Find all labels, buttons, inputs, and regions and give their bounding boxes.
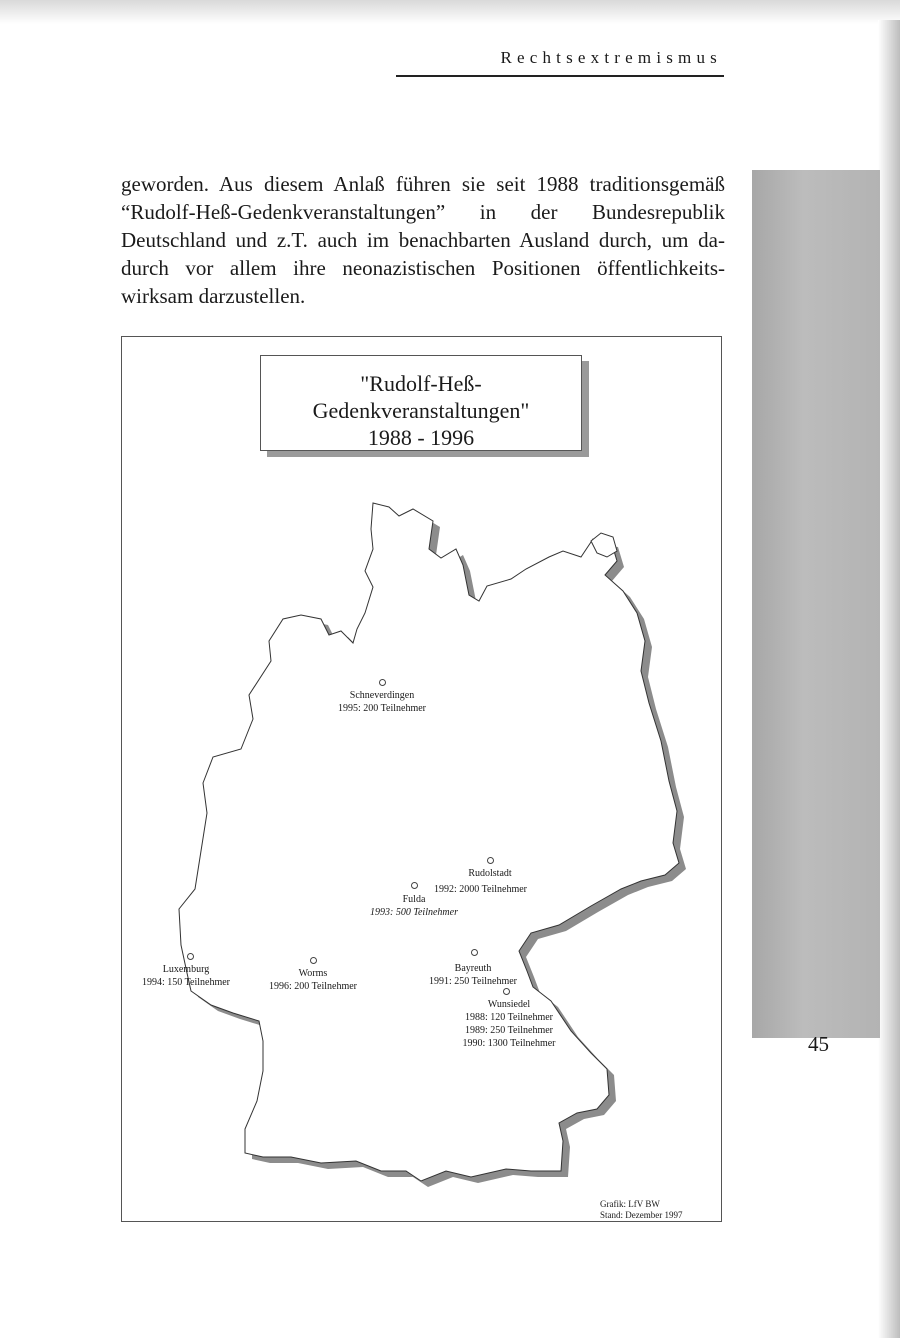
location-label-schneverdingen [322, 689, 442, 715]
scan-top-shadow [0, 0, 900, 24]
location-marker-rudolstadt [487, 857, 494, 864]
body-line: wirksam darzustellen. [121, 284, 306, 308]
body-line: geworden. Aus diesem Anlaß führen sie seit 1988 traditionsgemäß [121, 172, 725, 196]
location-name: Bayreuth [454, 963, 492, 974]
location-label-wunsiedel [450, 998, 568, 1050]
location-name: Schneverdingen [349, 690, 415, 701]
chapter-side-tab [752, 170, 880, 1038]
figure-credit [600, 1199, 682, 1221]
location-marker-wunsiedel [503, 988, 510, 995]
location-event: 1989: 250 Teilnehmer [465, 1025, 553, 1036]
location-name: Wunsiedel [487, 999, 531, 1010]
location-event: 1996: 200 Teilnehmer [269, 981, 357, 992]
location-event: 1993: 500 Teilnehmer [370, 907, 458, 918]
germany-map [122, 337, 721, 1221]
body-line: Deutschland und z.T. auch im benachbarten Ausland durch, um da- [121, 228, 725, 252]
location-event: 1992: 2000 Teilnehmer [434, 884, 527, 895]
location-label-bayreuth [418, 962, 528, 988]
map-figure [121, 336, 722, 1222]
location-event: 1988: 120 Teilnehmer [465, 1012, 553, 1023]
location-event: 1995: 200 Teilnehmer [338, 703, 426, 714]
title-line: Gedenkveranstaltungen" [312, 398, 530, 423]
body-line: durch vor allem ihre neonazistischen Positionen öffentlichkeits- [121, 256, 725, 280]
location-name: Fulda [402, 894, 426, 905]
page-number: 45 [808, 1032, 829, 1056]
credit-line: Stand: Dezember 1997 [600, 1210, 683, 1220]
location-event: 1994: 150 Teilnehmer [142, 977, 230, 988]
credit-line: Grafik: LfV BW [600, 1199, 660, 1209]
location-marker-worms [310, 957, 317, 964]
location-event: 1991: 250 Teilnehmer [429, 976, 517, 987]
location-marker-fulda [411, 882, 418, 889]
location-marker-bayreuth [471, 949, 478, 956]
location-marker-schneverdingen [379, 679, 386, 686]
location-marker-luxemburg [187, 953, 194, 960]
title-line: "Rudolf-Heß- [360, 371, 482, 396]
location-label-fulda [354, 893, 474, 919]
location-label-worms [257, 967, 369, 993]
map-land [179, 503, 679, 1181]
body-paragraph [121, 170, 725, 310]
figure-title [260, 355, 582, 451]
location-name: Rudolstadt [468, 868, 512, 879]
location-label-luxemburg [136, 963, 236, 989]
location-name: Worms [298, 968, 328, 979]
location-event: 1990: 1300 Teilnehmer [462, 1038, 556, 1049]
map-outline [179, 503, 686, 1187]
header-rule [396, 75, 724, 77]
location-name: Luxemburg [162, 964, 210, 975]
title-line: 1988 - 1996 [367, 425, 475, 450]
location-label-rudolstadt [430, 867, 550, 880]
body-line: “Rudolf-Heß-Gedenkveranstaltungen” in der Bundesrepublik [121, 200, 725, 224]
scan-right-edge [878, 20, 900, 1338]
running-header: Rechtsextremismus [500, 48, 722, 67]
